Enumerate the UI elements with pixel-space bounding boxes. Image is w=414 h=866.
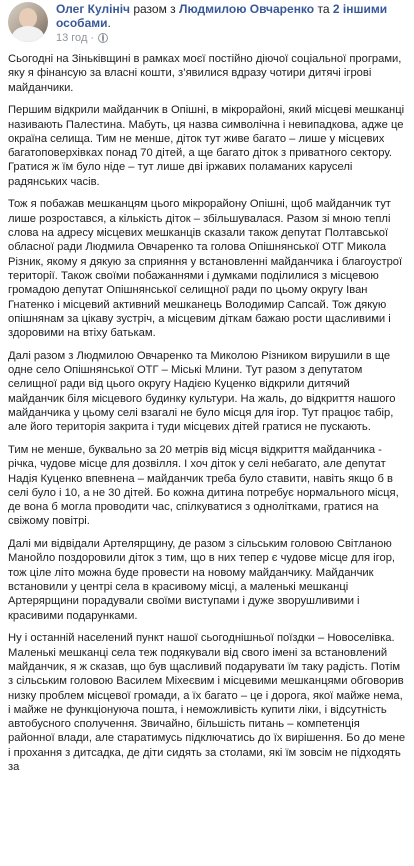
post-paragraph-6: Далі ми відвідали Артелярщину, де разом з сільським головою Світланою Манойло поздоровили діток з тим, що в них тепер є чудове місце для ігор, тож ціле літо можна буде провести на новому майданчику. Майданчик встановили у центрі села в красивому місці, а маленькі мешканці Артерярщини порадували своїми виступами і дуже зворушливими і красивими подарунками. (8, 538, 396, 622)
post-meta (56, 32, 406, 44)
post-body (8, 52, 406, 774)
with-text: разом з (133, 2, 176, 16)
author-name-link[interactable]: Олег Кулініч (56, 2, 130, 16)
avatar-body-shape (12, 26, 44, 42)
author-line (56, 2, 406, 30)
tagged-person-link[interactable]: Людмилою Овчаренко (179, 2, 315, 16)
globe-icon[interactable] (98, 33, 108, 43)
and-text: та (317, 2, 330, 16)
post-paragraph-3: Тож я побажав мешканцям цього мікрорайону Опішні, щоб майданчик тут лише розростався, а кількість діток – збільшувалася. Разом зі мною теплі слова на адресу місцевих мешканців сказали також депутат Полтавської обласної ради Людмила Овчаренко та голова Опішнянської ОТГ Микола Різник, якому я дякую за сприяння у встановленні майданчика і благоустрої території. Також своїми побажаннями і думками поділилися з місцевою громадою депутат Опішнянської селищної ради по цьому округу Іван Гнатенко і місцевий активний мешканець Володимир Сапсай. Тож дякую опішнянам за цікаву зустріч, а місцевим діткам бажаю рости щасливими і здоровими на втіху батькам. (8, 198, 403, 340)
post-header (8, 0, 406, 50)
meta-separator: · (87, 32, 95, 44)
post-paragraph-4: Далі разом з Людмилою Овчаренко та Миколою Різником вирушили в ще одне село Опішнянської ОТГ – Міські Млини. Тут разом з депутатом селищної ради від цього округу Надією Куценко відкрили дитячий майданчик біля місцевого будинку культури. На жаль, до відкриття нашого майданчика у цьому селі взагалі не було місця для ігор. Тут працює табір, але його територія закрита і туди місцевих дітей гратися не пускають. (8, 349, 396, 434)
author-line-suffix: . (107, 16, 111, 30)
post-paragraph-7: Ну і останній населений пункт нашої сьогоднішньої поїздки – Новоселівка. Маленькі мешканці села теж подякували від свого імені за встановлений майданчик, я ж сказав, що був щасливий подарувати їм таку радість. Потім з сільським головою Василем Міхеєвим і місцевими мешканцями обговорив низку проблем місцевої громади, а їх багато – це і дорога, якої майже нема, і майже не функціонуюча пошта, і неможливість купити ліки, і відсутність автобусного сполучення. Звичайно, більшість питань – компетенція районної влади, але стаpатимусь підключатись до їх вирішення. Бо до мене і прохання з дитсадка, де діти сидять за столами, які їм зовсім не підходять за (8, 632, 406, 773)
post-paragraph-5: Тим не менше, буквально за 20 метрів від місця відкриття майданчика - річка, чудове місце для дозвілля. І хоч діток у селі небагато, але депутат Надія Куценко впевнена – майданчик треба було ставити, навіть якщо б в селі було і 10, а не 30 дітей. Бо кожна дитина потребує нормального місця, де вона б могла проводити час, спілкуватися з однолітками, гратися на свіжому повітрі. (8, 443, 399, 528)
author-avatar[interactable] (8, 2, 48, 42)
post-header-text (56, 2, 406, 44)
others-link[interactable]: 2 іншими особами (56, 2, 388, 30)
post-paragraph-2: Першим відкрили майданчик в Опішні, в мікрорайоні, який місцеві мешканці називають Палестина. Мабуть, ця назва символічна і невипадкова, адже це окраїна селища. Тим не менше, діток тут живе багато – лише у місцевих багатоповерхівках понад 70 дітей, а ще багато діток з приватного сектору. Гратися ж їм було ніде – тут лише дві іржавих поламаних каруселі радянських часів. (8, 104, 405, 188)
post-timestamp[interactable]: 13 год (56, 32, 88, 44)
post-paragraph-1: Сьогодні на Зіньківщині в рамках моєї постійно діючої соціальної програми, яку я фінансую за власні кошти, з’явилися вдразу чотири дитячі ігрові майданчики. (8, 53, 402, 94)
avatar-face-shape (19, 8, 37, 28)
